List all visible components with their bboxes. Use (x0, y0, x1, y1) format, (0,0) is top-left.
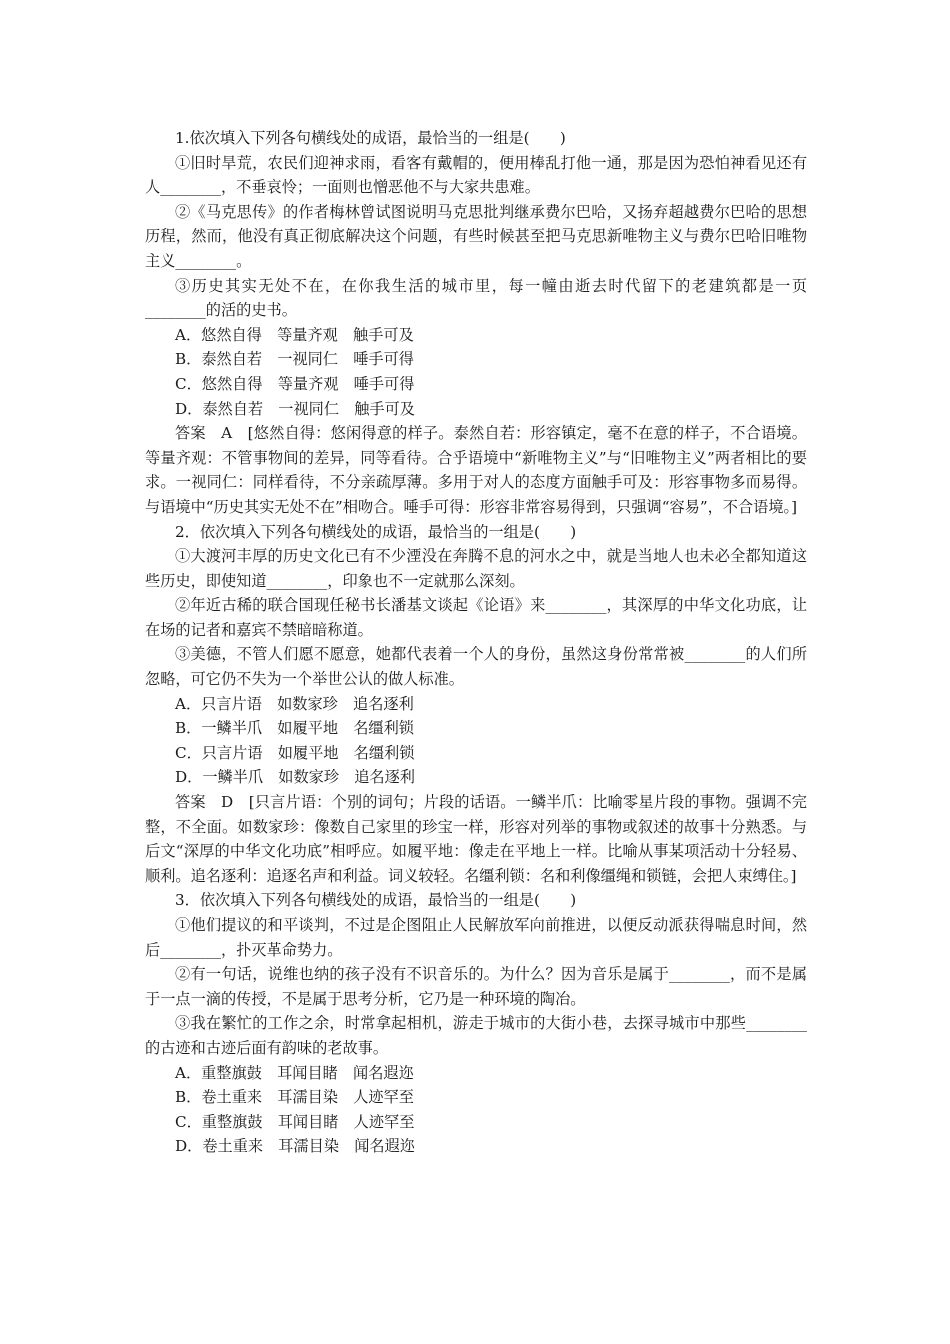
sentence: ②有一句话，说维也纳的孩子没有不识音乐的。为什么？因为音乐是属于________，而不是属于一点一滴的传授，不是属于思考分析，它乃是一种环境的陶冶。 (145, 965, 807, 1008)
option-b: B．卷土重来 耳濡目染 人迹罕至 (175, 1088, 414, 1107)
question-stem: 3．依次填入下列各句横线处的成语，最恰当的一组是( ) (175, 891, 577, 910)
option-d: D．一鳞半爪 如数家珍 追名逐利 (175, 768, 415, 787)
question-3 (145, 888, 807, 1159)
question-stem: 2．依次填入下列各句横线处的成语，最恰当的一组是( ) (175, 522, 577, 541)
option-b: B．泰然自若 一视同仁 唾手可得 (175, 350, 414, 369)
sentence: ②《马克思传》的作者梅林曾试图说明马克思批判继承费尔巴哈，又扬弃超越费尔巴哈的思想历程，然而，他没有真正彻底解决这个问题，有些时候甚至把马克思新唯物主义与费尔巴哈旧唯物主义________。 (145, 202, 807, 270)
option-a: A．重整旗鼓 耳闻目睹 闻名遐迩 (175, 1063, 414, 1082)
sentence: ③美德，不管人们愿不愿意，她都代表着一个人的身份，虽然这身份常常被________的人们所忽略，可它仍不失为一个举世公认的做人标准。 (145, 645, 807, 689)
sentence: ②年近古稀的联合国现任秘书长潘基文谈起《论语》来________，其深厚的中华文化功底，让在场的记者和嘉宾不禁暗暗称道。 (145, 596, 807, 639)
sentence: ①旧时旱荒，农民们迎神求雨，看客有戴帽的，便用棒乱打他一通，那是因为恐怕神看见还有人________，不垂哀怜；一面则也憎恶他不与大家共患难。 (145, 153, 807, 197)
option-d: D．泰然自若 一视同仁 触手可及 (175, 399, 415, 418)
option-d: D．卷土重来 耳濡目染 闻名遐迩 (175, 1137, 415, 1156)
option-c: C．只言片语 如履平地 名缰利锁 (175, 743, 415, 762)
option-a: A．只言片语 如数家珍 追名逐利 (175, 694, 414, 713)
sentence: ③我在繁忙的工作之余，时常拿起相机，游走于城市的大街小巷，去探寻城市中那些________的古迹和古迹后面有韵味的老故事。 (145, 1014, 807, 1057)
answer-explanation: 答案 D [只言片语：个别的词句；片段的话语。一鳞半爪：比喻零星片段的事物。强调不完整，不全面。如数家珍：像数自己家里的珍宝一样，形容对列举的事物或叙述的故事十分熟悉。与后文“深厚的中华文化功底”相呼应。如履平地：像走在平地上一样。比喻从事某项活动十分轻易、顺利。追名逐利：追逐名声和利益。词义较轻。名缰利锁：名和利像缰绳和锁链，会把人束缚住。] (145, 793, 807, 885)
sentence: ①他们提议的和平谈判，不过是企图阻止人民解放军向前推进，以便反动派获得喘息时间，然后________，扑灭革命势力。 (145, 916, 807, 959)
option-c: C．重整旗鼓 耳闻目睹 人迹罕至 (175, 1112, 415, 1131)
option-b: B．一鳞半爪 如履平地 名缰利锁 (175, 719, 414, 738)
question-2 (145, 520, 807, 889)
question-stem: 1.依次填入下列各句横线处的成语，最恰当的一组是( ) (175, 129, 566, 147)
sentence: ③历史其实无处不在，在你我生活的城市里，每一幢由逝去时代留下的老建筑都是一页________的活的史书。 (145, 276, 807, 320)
document-page (145, 126, 807, 1159)
option-a: A．悠然自得 等量齐观 触手可及 (175, 325, 414, 344)
question-1 (145, 126, 807, 520)
sentence: ①大渡河丰厚的历史文化已有不少湮没在奔腾不息的河水之中，就是当地人也未必全都知道这些历史，即使知道________，印象也不一定就那么深刻。 (145, 547, 807, 590)
option-c: C．悠然自得 等量齐观 唾手可得 (175, 374, 415, 393)
answer-explanation: 答案 A [悠然自得：悠闲得意的样子。泰然自若：形容镇定，毫不在意的样子，不合语境。等量齐观：不管事物间的差异，同等看待。合乎语境中“新唯物主义”与“旧唯物主义”两者相比的要求。一视同仁：同样看待，不分亲疏厚薄。多用于对人的态度方面触手可及：形容事物多而易得。与语境中“历史其实无处不在”相吻合。唾手可得：形容非常容易得到，只强调“容易”，不合语境。] (145, 424, 807, 516)
